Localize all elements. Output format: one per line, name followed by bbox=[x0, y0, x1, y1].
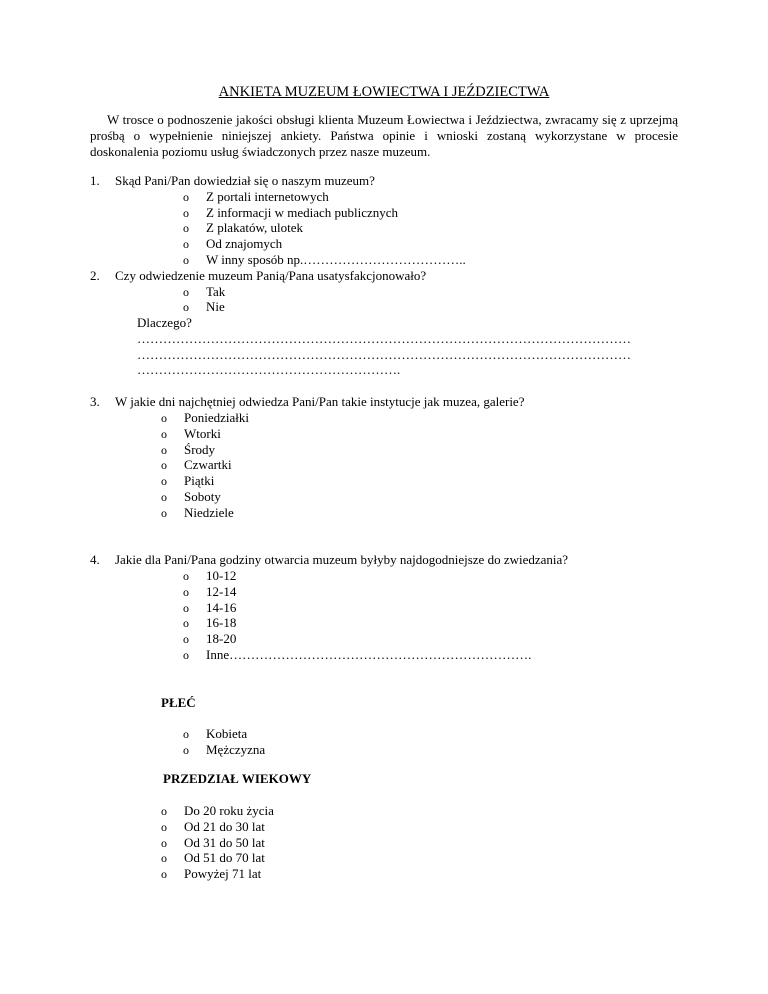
option-bullet[interactable]: o bbox=[183, 616, 189, 630]
option-bullet[interactable]: o bbox=[183, 237, 189, 251]
option-bullet[interactable]: o bbox=[161, 411, 167, 425]
option-label: 14-16 bbox=[206, 600, 237, 615]
option-bullet[interactable]: o bbox=[183, 648, 189, 662]
why-label: Dlaczego? bbox=[137, 315, 192, 330]
title-text: ANKIETA MUZEUM ŁOWIECTWA I JEŹDZIECTWA bbox=[218, 84, 550, 100]
option-bullet[interactable]: o bbox=[183, 253, 189, 267]
option-bullet[interactable]: o bbox=[161, 506, 167, 520]
question-number: 4. bbox=[90, 552, 100, 567]
question-text: W jakie dni najchętniej odwiedza Pani/Pan takie instytucje jak muzea, galerie? bbox=[115, 394, 525, 409]
option-bullet[interactable]: o bbox=[161, 851, 167, 865]
option-label: Od znajomych bbox=[206, 236, 283, 251]
option-bullet[interactable]: o bbox=[161, 427, 167, 441]
option-bullet[interactable]: o bbox=[183, 221, 189, 235]
question-text: Skąd Pani/Pan dowiedział się o naszym muzeum? bbox=[115, 173, 375, 188]
option-label: Poniedziałki bbox=[184, 410, 249, 425]
question-text: Czy odwiedzenie muzeum Panią/Pana usatysfakcjonowało? bbox=[115, 268, 427, 283]
option-bullet[interactable]: o bbox=[183, 585, 189, 599]
option-bullet[interactable]: o bbox=[161, 804, 167, 818]
option-label-fill-in[interactable]: W inny sposób np.……………………………….. bbox=[206, 252, 466, 267]
option-label: 10-12 bbox=[206, 568, 237, 583]
option-label: Od 51 do 70 lat bbox=[184, 850, 265, 865]
gender-heading: PŁEĆ bbox=[161, 695, 196, 710]
option-label: 12-14 bbox=[206, 584, 237, 599]
answer-line[interactable]: …………………………………………………………………………………………………… bbox=[137, 331, 631, 346]
option-bullet[interactable]: o bbox=[183, 206, 189, 220]
option-bullet[interactable]: o bbox=[183, 285, 189, 299]
option-bullet[interactable]: o bbox=[183, 601, 189, 615]
intro-text: W trosce o podnoszenie jakości obsługi klienta Muzeum Łowiectwa i Jeździectwa, zwracamy się z uprzejmą prośbą o wypełnienie niniejszej ankiety. Państwa opinie i wnioski zostaną wykorzystane w procesie doskonalenia poziomu usług świadczonych przez nasze muzeum. bbox=[90, 112, 678, 159]
option-label: Od 21 do 30 lat bbox=[184, 819, 265, 834]
page-title bbox=[0, 84, 768, 100]
option-bullet[interactable]: o bbox=[161, 458, 167, 472]
answer-line[interactable]: …………………………………………………………………………………………………… bbox=[137, 347, 631, 362]
option-label: Piątki bbox=[184, 473, 215, 488]
question-number: 2. bbox=[90, 268, 100, 283]
option-label: Tak bbox=[206, 284, 226, 299]
option-label: Środy bbox=[184, 442, 216, 457]
option-bullet[interactable]: o bbox=[161, 474, 167, 488]
answer-line[interactable]: ……………………………………………………. bbox=[137, 362, 401, 377]
option-bullet[interactable]: o bbox=[161, 867, 167, 881]
option-bullet[interactable]: o bbox=[183, 632, 189, 646]
question-text: Jakie dla Pani/Pana godziny otwarcia muzeum byłyby najdogodniejsze do zwiedzania? bbox=[115, 552, 569, 567]
option-bullet[interactable]: o bbox=[183, 300, 189, 314]
option-label: Nie bbox=[206, 299, 225, 314]
option-bullet[interactable]: o bbox=[183, 743, 189, 757]
age-heading: PRZEDZIAŁ WIEKOWY bbox=[163, 771, 312, 786]
option-label-fill-in[interactable]: Inne……………………………………………………………. bbox=[206, 647, 532, 662]
option-label: Kobieta bbox=[206, 726, 248, 741]
question-number: 3. bbox=[90, 394, 100, 409]
option-label: Z informacji w mediach publicznych bbox=[206, 205, 399, 220]
option-bullet[interactable]: o bbox=[161, 443, 167, 457]
option-label: Mężczyzna bbox=[206, 742, 266, 757]
option-label: Z plakatów, ulotek bbox=[206, 220, 303, 235]
option-label: Z portali internetowych bbox=[206, 189, 329, 204]
option-label: Niedziele bbox=[184, 505, 234, 520]
intro-paragraph bbox=[90, 112, 678, 160]
option-label: 16-18 bbox=[206, 615, 237, 630]
option-bullet[interactable]: o bbox=[183, 569, 189, 583]
option-bullet[interactable]: o bbox=[161, 490, 167, 504]
option-label: Czwartki bbox=[184, 457, 232, 472]
option-label: Od 31 do 50 lat bbox=[184, 835, 265, 850]
option-bullet[interactable]: o bbox=[183, 190, 189, 204]
option-bullet[interactable]: o bbox=[161, 836, 167, 850]
option-label: Do 20 roku życia bbox=[184, 803, 274, 818]
option-bullet[interactable]: o bbox=[183, 727, 189, 741]
option-label: 18-20 bbox=[206, 631, 237, 646]
option-label: Soboty bbox=[184, 489, 221, 504]
question-number: 1. bbox=[90, 173, 100, 188]
option-label: Powyżej 71 lat bbox=[184, 866, 262, 881]
option-bullet[interactable]: o bbox=[161, 820, 167, 834]
option-label: Wtorki bbox=[184, 426, 221, 441]
